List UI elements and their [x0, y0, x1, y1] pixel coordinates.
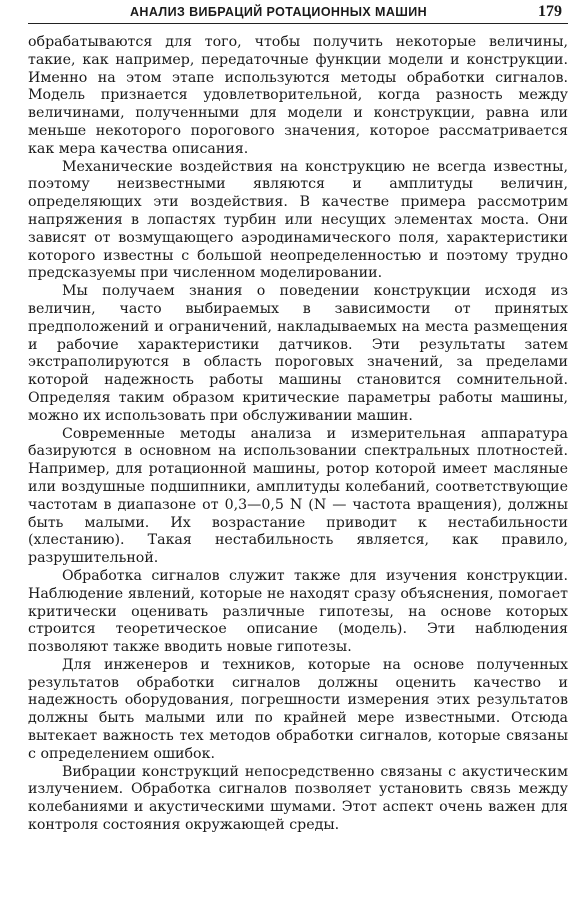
running-header — [28, 0, 568, 24]
paragraph-structure-behavior: Мы получаем знания о поведении конструкции исходя из величин, часто выбираемых в зависимости от принятых предположений и ограничений, накладываемых на места размещения и рабочие характеристики датчиков. Эти результаты затем экстраполируются в область пороговых значений, за пределами которой надежность работы машины становится сомнительной. Определяя таким образом критические параметры работы машины, можно их использовать при обслуживании машин. — [28, 283, 568, 424]
paragraph-continuation: обрабатываются для того, чтобы получить некоторые величины, такие, как например, передаточные функции модели и конструкции. Именно на этом этапе используются методы обработки сигналов. Модель признается удовлетворительной, когда разность между величинами, полученными для модели и конструкции, равна или меньше некоторого порогового значения, которое рассматривается как мера качества описания. — [28, 34, 568, 157]
paragraph-structure-study: Обработка сигналов служит также для изучения конструкции. Наблюдение явлений, которые не находят сразу объяснения, помогает критически оценивать различные гипотезы, на основе которых строится теоретическое описание (модель). Эти наблюдения позволяют также вводить новые гипотезы. — [28, 567, 568, 656]
running-title: АНАЛИЗ ВИБРАЦИЙ РОТАЦИОННЫХ МАШИН — [130, 5, 428, 19]
paragraph-engineers: Для инженеров и техников, которые на основе полученных результатов обработки сигналов должны оценить качество и надежность оборудования, погрешности измерения этих результатов должны быть малыми или по крайней мере известными. Отсюда вытекает важность тех методов обработки сигналов, которые связаны с определением ошибок. — [28, 656, 568, 762]
paragraph-mechanical-loads: Механические воздействия на конструкцию не всегда известны, поэтому неизвестными являются и амплитуды величин, определяющих эти воздействия. В качестве примера рассмотрим напряжения в лопастях турбин или несущих элементах моста. Они зависят от возмущающего аэродинамического поля, характеристики которого известны с большой неопределенностью и поэтому трудно предсказуемы при численном моделировании. — [28, 158, 568, 282]
page-number: 179 — [538, 3, 562, 20]
paragraph-acoustics: Вибрации конструкций непосредственно связаны с акустическим излучением. Обработка сигналов позволяет установить связь между колебаниями и акустическими шумами. Этот аспект очень важен для контроля состояния окружающей среды. — [28, 763, 568, 834]
paragraph-spectral-methods: Современные методы анализа и измерительная аппаратура базируются в основном на использовании спектральных плотностей. Например, для ротационной машины, ротор которой имеет масляные или воздушные подшипники, амплитуды колебаний, соответствующие частотам в диапазоне от 0,3—0,5 N (N — частота вращения), должны быть малыми. Их возрастание приводит к нестабильности (хлестанию). Такая нестабильность является, как правило, разрушительной. — [28, 425, 568, 567]
body-text — [28, 34, 568, 835]
